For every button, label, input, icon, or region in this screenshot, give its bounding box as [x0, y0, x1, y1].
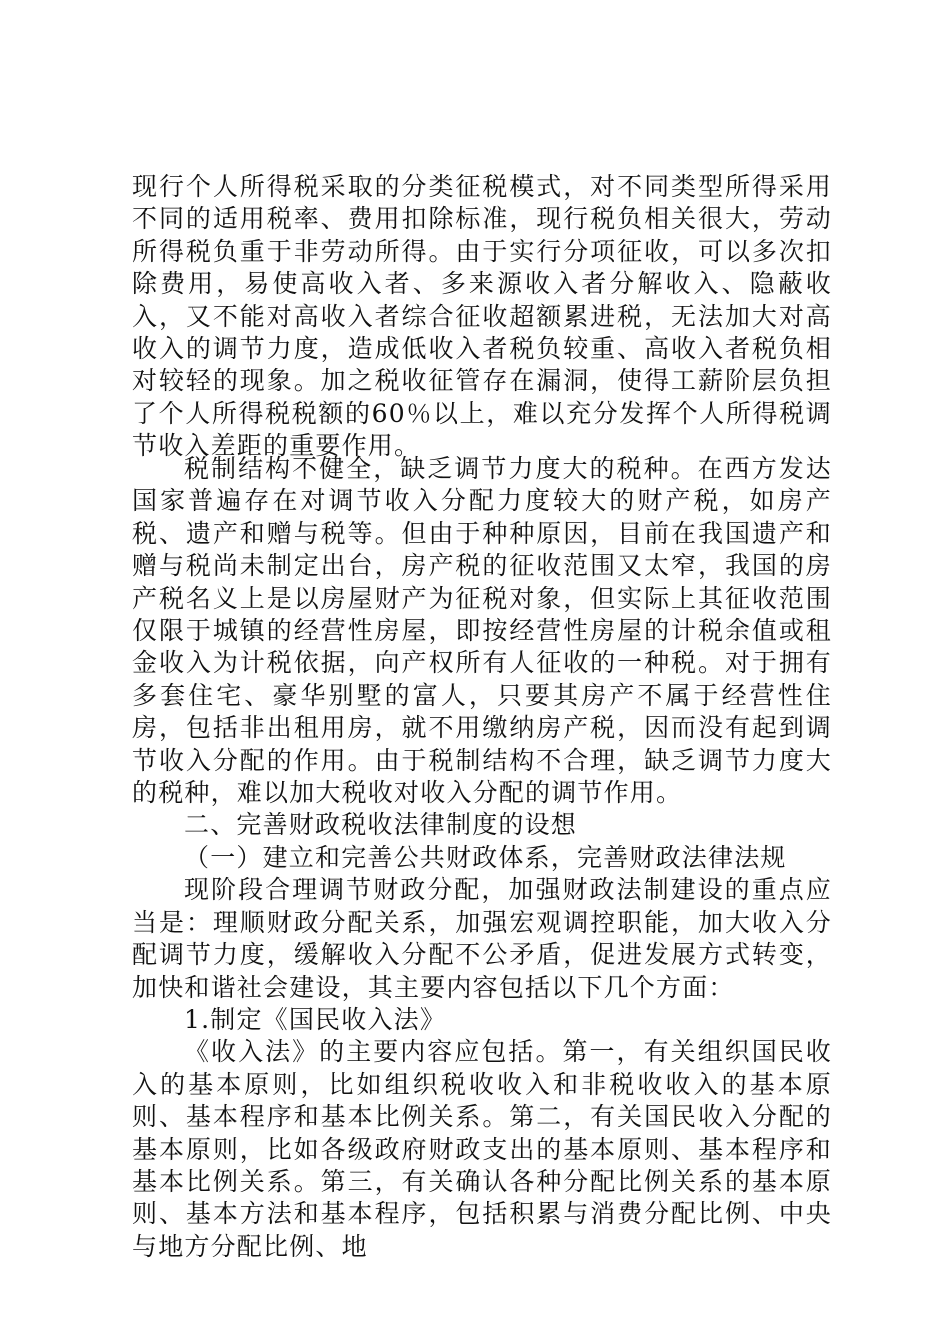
- paragraph-income-law-content: 《收入法》的主要内容应包括。第一，有关组织国民收入的基本原则，比如组织税收收入和非税收收入的基本原则、基本程序和基本比例关系。第二，有关国民收入分配的基本原则，比如各级政府财政支出的基本原则、基本程序和基本比例关系。第三，有关确认各种分配比例关系的基本原则、基本方法和基本程序，包括积累与消费分配比例、中央与地方分配比例、地: [132, 1037, 832, 1261]
- section-heading-2: 二、完善财政税收法律制度的设想: [184, 810, 578, 840]
- item-heading-income-law: 1.制定《国民收入法》: [184, 1004, 447, 1034]
- paragraph-current-stage: 现阶段合理调节财政分配，加强财政法制建设的重点应当是：理顺财政分配关系，加强宏观调控职能，加大收入分配调节力度，缓解收入分配不公矛盾，促进发展方式转变，加快和谐社会建设，其主要内容包括以下几个方面：: [132, 875, 832, 1002]
- paragraph-income-tax-model: 现行个人所得税采取的分类征税模式，对不同类型所得采用不同的适用税率、费用扣除标准，现行税负相关很大，劳动所得税负重于非劳动所得。由于实行分项征收，可以多次扣除费用，易使高收入者、多来源收入者分解收入、隐蔽收入，又不能对高收入者综合征收超额累进税，无法加大对高收入的调节力度，造成低收入者税负较重、高收入者税负相对较轻的现象。加之税收征管存在漏洞，使得工薪阶层负担了个人所得税税额的60％以上，难以充分发挥个人所得税调节收入差距的重要作用。: [132, 172, 832, 461]
- paragraph-block-1: [132, 171, 832, 463]
- subsection-heading-1: （一）建立和完善公共财政体系，完善财政法律法规: [184, 842, 787, 872]
- paragraph-tax-structure: 税制结构不健全，缺乏调节力度大的税种。在西方发达国家普遍存在对调节收入分配力度较大的财产税，如房产税、遗产和赠与税等。但由于种种原因，目前在我国遗产和赠与税尚未制定出台，房产税的征收范围又太窄，我国的房产税名义上是以房屋财产为征税对象，但实际上其征收范围仅限于城镇的经营性房屋，即按经营性房屋的计税余值或租金收入为计税依据，向产权所有人征收的一种税。对于拥有多套住宅、豪华别墅的富人，只要其房产不属于经营性住房，包括非出租用房，就不用缴纳房产税，因而没有起到调节收入分配的作用。由于税制结构不合理，缺乏调节力度大的税种，难以加大税收对收入分配的调节作用。: [132, 454, 832, 808]
- paragraph-block-2: [132, 453, 832, 1263]
